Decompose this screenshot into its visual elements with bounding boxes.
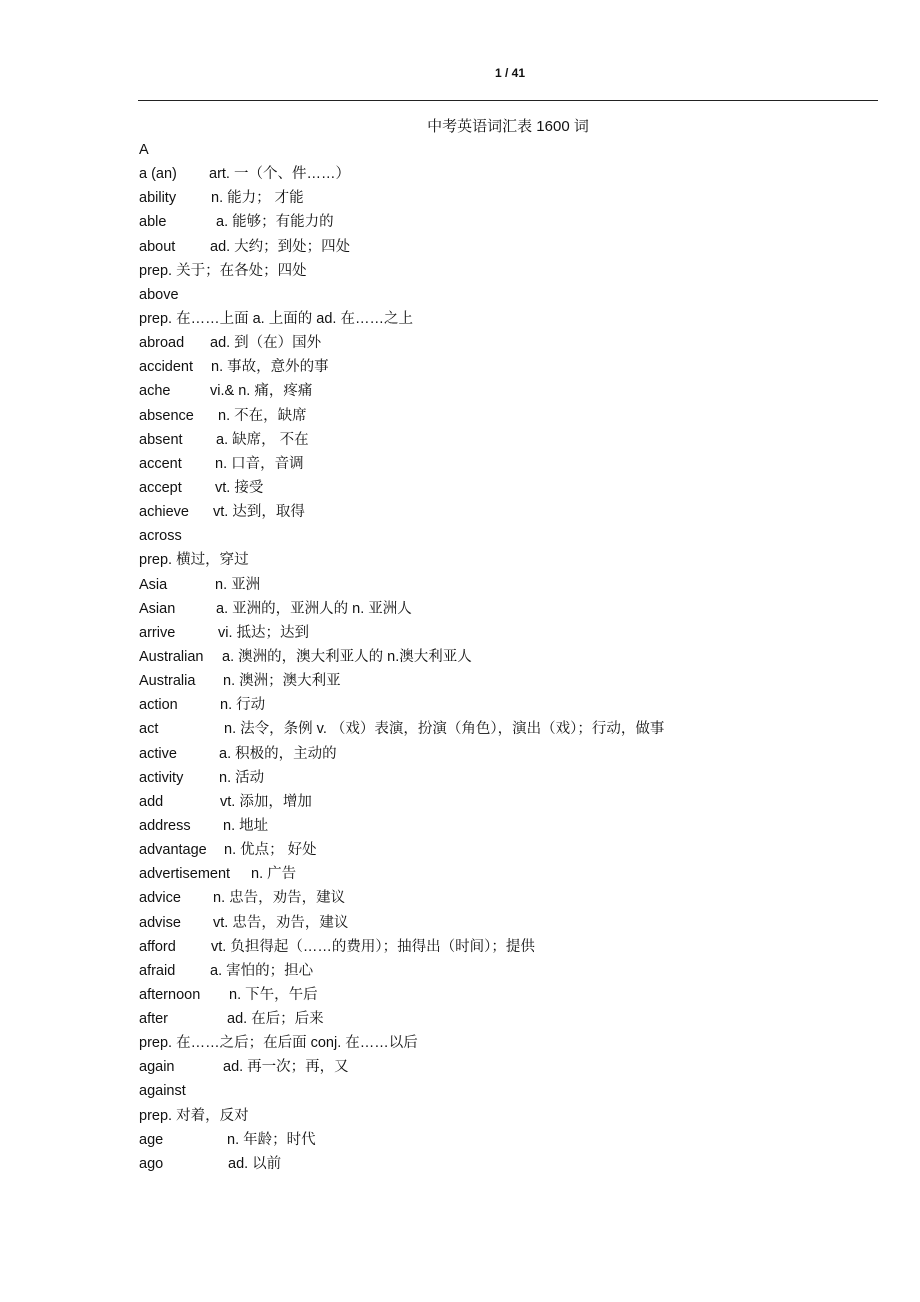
entry-word: prep. 关于；在各处；四处: [139, 262, 307, 279]
entry-word: Asia: [139, 576, 168, 593]
entry-definition: a. 害怕的；担心: [210, 962, 314, 979]
entry-word: age: [139, 1131, 164, 1148]
vocab-entry: [139, 1104, 879, 1128]
vocab-entry: [139, 742, 879, 766]
entry-word: advice: [139, 890, 181, 907]
entry-word: prep. 在……之后；在后面 conj. 在……以后: [139, 1035, 418, 1052]
vocab-entry: [139, 452, 879, 476]
vocab-entry: [139, 862, 879, 886]
vocab-entry: [139, 138, 879, 162]
entry-word: ability: [139, 190, 177, 207]
entry-definition: vt. 达到，取得: [213, 504, 305, 521]
entry-word: A: [139, 142, 149, 158]
entry-word: add: [139, 793, 164, 810]
entry-definition: vi. 抵达；达到: [218, 624, 310, 641]
header-rule: [138, 100, 878, 101]
entry-word: against: [139, 1083, 186, 1100]
entry-word: achieve: [139, 504, 189, 521]
entry-definition: vi.& n. 痛，疼痛: [210, 383, 313, 400]
entry-definition: n. 活动: [219, 769, 265, 786]
entry-definition: a. 亚洲的，亚洲人的 n. 亚洲人: [216, 600, 412, 617]
entry-definition: n. 年龄；时代: [227, 1131, 316, 1148]
entry-definition: ad. 再一次；再，又: [223, 1059, 349, 1076]
entry-definition: n. 不在，缺席: [218, 407, 307, 424]
entry-word: Asian: [139, 600, 176, 617]
vocab-entry: [139, 235, 879, 259]
vocab-entry: [139, 983, 879, 1007]
vocab-entry: [139, 428, 879, 452]
entry-word: across: [139, 528, 182, 545]
vocab-entry: [139, 548, 879, 572]
vocab-entry: [139, 669, 879, 693]
entry-definition: n. 澳洲；澳大利亚: [223, 673, 341, 690]
entry-word: able: [139, 214, 167, 231]
vocab-entry: [139, 1079, 879, 1103]
entry-word: ache: [139, 383, 171, 400]
entry-word: above: [139, 286, 179, 303]
vocab-entry: [139, 162, 879, 186]
entry-word: accept: [139, 479, 182, 496]
entry-word: afternoon: [139, 986, 201, 1003]
entry-word: abroad: [139, 335, 185, 352]
entry-definition: ad. 大约；到处；四处: [210, 238, 351, 255]
entry-word: afford: [139, 938, 176, 955]
entry-definition: a. 积极的，主动的: [219, 745, 337, 762]
entry-word: accent: [139, 455, 182, 472]
vocab-entry: [139, 1031, 879, 1055]
vocab-entry: [139, 186, 879, 210]
entry-word: active: [139, 745, 177, 762]
entry-word: arrive: [139, 624, 176, 641]
entry-word: prep. 对着，反对: [139, 1107, 249, 1124]
entry-word: absence: [139, 407, 194, 424]
vocab-entry: [139, 307, 879, 331]
entry-word: absent: [139, 431, 183, 448]
entry-definition: n. 地址: [223, 817, 269, 834]
entry-word: act: [139, 721, 159, 738]
entry-word: advertisement: [139, 866, 231, 883]
entry-definition: vt. 接受: [215, 479, 264, 496]
vocab-entry: [139, 283, 879, 307]
entry-definition: n. 能力； 才能: [211, 190, 304, 207]
vocab-entry: [139, 766, 879, 790]
entry-word: activity: [139, 769, 184, 786]
vocab-entry: [139, 959, 879, 983]
entry-word: ago: [139, 1155, 164, 1172]
entry-definition: n. 行动: [220, 697, 266, 714]
entry-word: about: [139, 238, 176, 255]
entry-definition: ad. 以前: [228, 1155, 282, 1172]
entry-word: Australia: [139, 673, 196, 690]
entry-word: a (an): [139, 166, 177, 183]
entry-definition: n. 事故，意外的事: [211, 359, 329, 376]
vocab-entry: [139, 814, 879, 838]
entry-definition: ad. 到（在）国外: [210, 335, 322, 352]
entry-word: address: [139, 817, 191, 834]
page-number: 1 / 41: [494, 66, 526, 80]
entry-word: advantage: [139, 842, 207, 859]
entry-definition: n. 忠告，劝告，建议: [213, 890, 346, 907]
vocab-entry: [139, 645, 879, 669]
vocab-entry: [139, 1055, 879, 1079]
entry-definition: a. 澳洲的，澳大利亚人的 n.澳大利亚人: [222, 648, 472, 665]
entry-definition: n. 下午，午后: [229, 986, 318, 1003]
entry-word: Australian: [139, 648, 204, 665]
vocab-entry: [139, 210, 879, 234]
vocab-entry: [139, 379, 879, 403]
vocab-entry: [139, 476, 879, 500]
vocab-entry: [139, 597, 879, 621]
vocab-entry: [139, 911, 879, 935]
vocab-entry: [139, 355, 879, 379]
entry-definition: vt. 添加，增加: [220, 793, 312, 810]
entry-definition: a. 缺席， 不在: [216, 431, 309, 448]
vocab-entry: [139, 1007, 879, 1031]
entry-word: accident: [139, 359, 194, 376]
vocab-entry: [139, 500, 879, 524]
vocab-entry: [139, 717, 879, 741]
entry-word: prep. 在……上面 a. 上面的 ad. 在……之上: [139, 310, 413, 327]
entry-definition: n. 亚洲: [215, 576, 261, 593]
entry-definition: a. 能够；有能力的: [216, 214, 334, 231]
entry-definition: n. 优点； 好处: [224, 842, 317, 859]
entry-word: prep. 横过，穿过: [139, 552, 249, 569]
vocab-entry: [139, 838, 879, 862]
entry-word: after: [139, 1011, 169, 1028]
entry-word: advise: [139, 914, 181, 931]
vocab-entry: [139, 1128, 879, 1152]
entry-word: afraid: [139, 962, 176, 979]
entry-definition: n. 口音，音调: [215, 455, 304, 472]
vocab-entry: [139, 790, 879, 814]
vocab-entry: [139, 259, 879, 283]
entry-definition: vt. 负担得起（……的费用）；抽得出（时间）；提供: [211, 938, 535, 955]
vocab-entry: [139, 524, 879, 548]
vocabulary-list: [139, 138, 879, 1176]
entry-definition: art. 一（个、件……）: [209, 166, 350, 183]
entry-word: action: [139, 697, 178, 714]
vocab-entry: [139, 1152, 879, 1176]
entry-word: again: [139, 1059, 175, 1076]
vocab-entry: [139, 404, 879, 428]
entry-definition: n. 法令，条例 v. （戏）表演，扮演（角色），演出（戏）；行动，做事: [224, 721, 665, 738]
vocab-entry: [139, 935, 879, 959]
entry-definition: ad. 在后；后来: [227, 1011, 324, 1028]
vocab-entry: [139, 331, 879, 355]
vocab-entry: [139, 621, 879, 645]
vocab-entry: [139, 693, 879, 717]
document-title: 中考英语词汇表 1600 词: [427, 118, 589, 135]
entry-definition: n. 广告: [251, 866, 297, 883]
entry-definition: vt. 忠告，劝告，建议: [213, 914, 349, 931]
vocab-entry: [139, 886, 879, 910]
vocab-entry: [139, 573, 879, 597]
